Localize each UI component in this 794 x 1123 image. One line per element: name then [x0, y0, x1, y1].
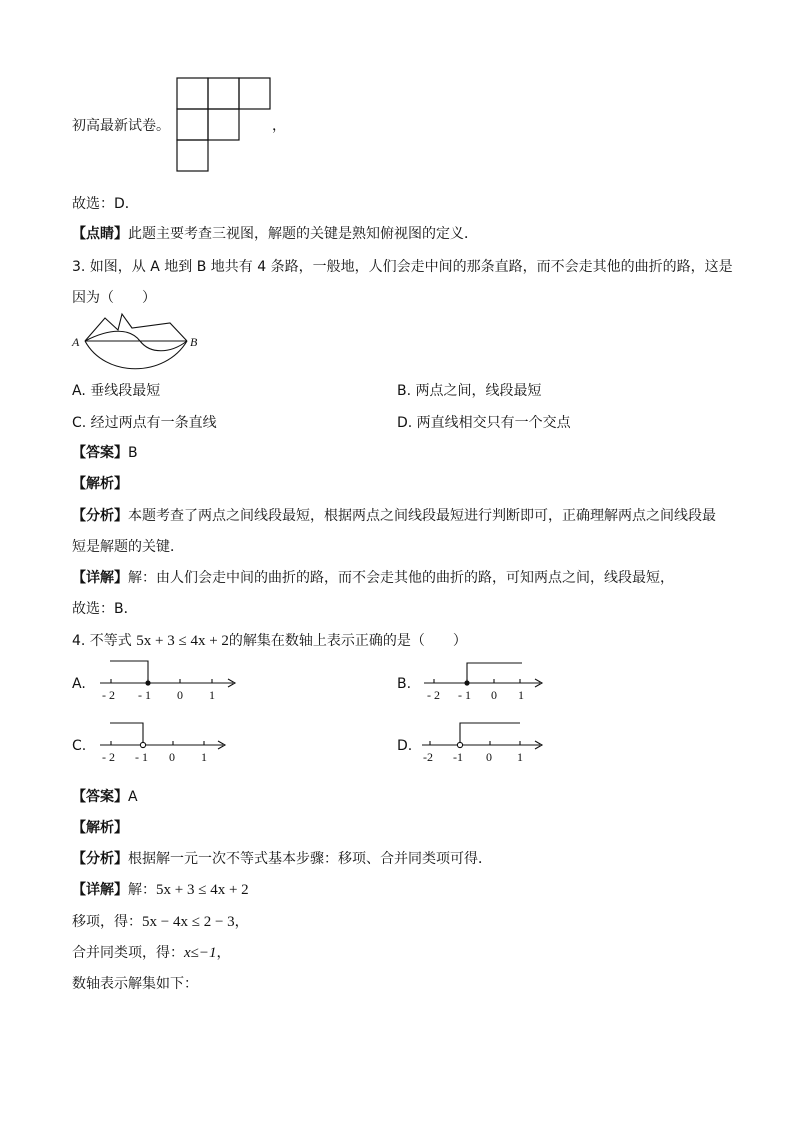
q3-answer [72, 442, 138, 462]
xiangjie-text: 解：由人们会走中间的曲折的路，而不会走其他的曲折的路，可知两点之间，线段最短， [128, 570, 674, 586]
label-a: A [72, 335, 80, 349]
q4-stem [72, 630, 467, 650]
q2-dianjing [72, 223, 478, 243]
q4-stem-suffix: 的解集在数轴上表示正确的是（ ） [228, 633, 467, 649]
q2-choice: 故选：D． [72, 196, 139, 212]
tick-label: 1 [209, 688, 215, 702]
answer-value: B [128, 445, 138, 461]
q3-fenxi-line2: 短是解题的关键． [72, 539, 184, 555]
number-line-b [422, 658, 572, 703]
q3-fenxi-line1 [72, 505, 716, 525]
q4-xiangjie [72, 879, 249, 899]
hollow-dot [140, 742, 145, 747]
q2-comma: ， [272, 118, 286, 134]
q3-xiangjie [72, 567, 674, 587]
q4-final: 数轴表示解集如下： [72, 976, 198, 992]
tick-label: - 1 [138, 688, 151, 702]
step1-math: 5x − 4x ≤ 2 − 3 [142, 914, 235, 930]
tick-label: - 1 [135, 750, 148, 764]
q4-step1 [72, 911, 249, 931]
q4-answer [72, 786, 138, 806]
grid-cell [208, 109, 239, 140]
lower-arc-path [85, 341, 187, 369]
answer-tag: 【答案】 [72, 789, 128, 805]
solution-bracket [110, 661, 148, 683]
fenxi-tag: 【分析】 [72, 508, 128, 524]
label-b: B [190, 335, 198, 349]
fenxi-tag: 【分析】 [72, 851, 128, 867]
q4-step2 [72, 942, 231, 962]
tick-label: -1 [453, 750, 463, 764]
top-view-grid-figure [175, 76, 275, 176]
q2-left-text: 初高最新试卷。 [72, 118, 170, 134]
q4-stem-prefix: 4. 不等式 [72, 633, 132, 649]
tick-label: 1 [517, 750, 523, 764]
tick-label: - 2 [427, 688, 440, 702]
step1-prefix: 移项，得： [72, 914, 142, 930]
q3-option-a: A. 垂线段最短 [72, 383, 161, 399]
xiangjie-tag: 【详解】 [72, 570, 128, 586]
q4-analysis-tag: 【解析】 [72, 820, 128, 836]
tick-label: 0 [177, 688, 183, 702]
solution-bracket [110, 723, 143, 742]
step2-prefix: 合并同类项，得： [72, 945, 184, 961]
number-line-a [98, 658, 248, 703]
q3-option-c: C. 经过两点有一条直线 [72, 415, 217, 431]
tick-label: - 2 [102, 688, 115, 702]
paths-a-to-b-figure [70, 308, 210, 378]
fenxi-text: 根据解一元一次不等式基本步骤：移项、合并同类项可得． [128, 851, 492, 867]
q4-opt-d-label: D. [397, 738, 413, 754]
solid-dot [145, 680, 150, 685]
tick-label: -2 [423, 750, 433, 764]
tick-label: - 2 [102, 750, 115, 764]
grid-cell [208, 78, 239, 109]
q4-opt-b-label: B. [397, 676, 412, 692]
grid-cell [177, 140, 208, 171]
q3-option-b: B. 两点之间，线段最短 [397, 383, 542, 399]
grid-cell [239, 78, 270, 109]
q3-option-d: D. 两直线相交只有一个交点 [397, 415, 571, 431]
tick-label: 0 [169, 750, 175, 764]
xiangjie-text: 解： [128, 882, 156, 898]
tick-label: 1 [518, 688, 524, 702]
q4-fenxi [72, 848, 492, 868]
q4-opt-c-label: C. [72, 738, 87, 754]
solid-dot [464, 680, 469, 685]
tick-label: - 1 [458, 688, 471, 702]
dianjing-tag: 【点睛】 [72, 226, 128, 242]
dianjing-text: 此题主要考查三视图，解题的关键是熟知俯视图的定义． [128, 226, 478, 242]
q3-stem-line2: 因为（ ） [72, 290, 156, 306]
xiangjie-tag: 【详解】 [72, 882, 128, 898]
hollow-dot [457, 742, 462, 747]
q3-stem-line1: 3. 如图，从 A 地到 B 地共有 4 条路，一般地，人们会走中间的那条直路，而不会走其他的曲折的路，这是 [72, 259, 733, 275]
q3-choice: 故选：B． [72, 601, 138, 617]
answer-value: A [128, 789, 138, 805]
number-line-c [98, 720, 248, 765]
tick-label: 0 [491, 688, 497, 702]
answer-tag: 【答案】 [72, 445, 128, 461]
number-line-d [420, 720, 570, 765]
tick-label: 0 [486, 750, 492, 764]
step2-suffix: ， [216, 945, 231, 961]
grid-cell [177, 78, 208, 109]
grid-cell [177, 109, 208, 140]
tick-label: 1 [201, 750, 207, 764]
fenxi-text: 本题考查了两点之间线段最短，根据两点之间线段最短进行判断即可，正确理解两点之间线段最 [128, 508, 716, 524]
q3-analysis-tag: 【解析】 [72, 476, 128, 492]
xiangjie-math: 5x + 3 ≤ 4x + 2 [156, 882, 249, 898]
solution-bracket [460, 723, 520, 742]
step1-suffix: ， [234, 914, 249, 930]
q4-opt-a-label: A. [72, 676, 86, 692]
q4-stem-math: 5x + 3 ≤ 4x + 2 [136, 633, 229, 649]
step2-math: x≤−1 [184, 945, 217, 961]
